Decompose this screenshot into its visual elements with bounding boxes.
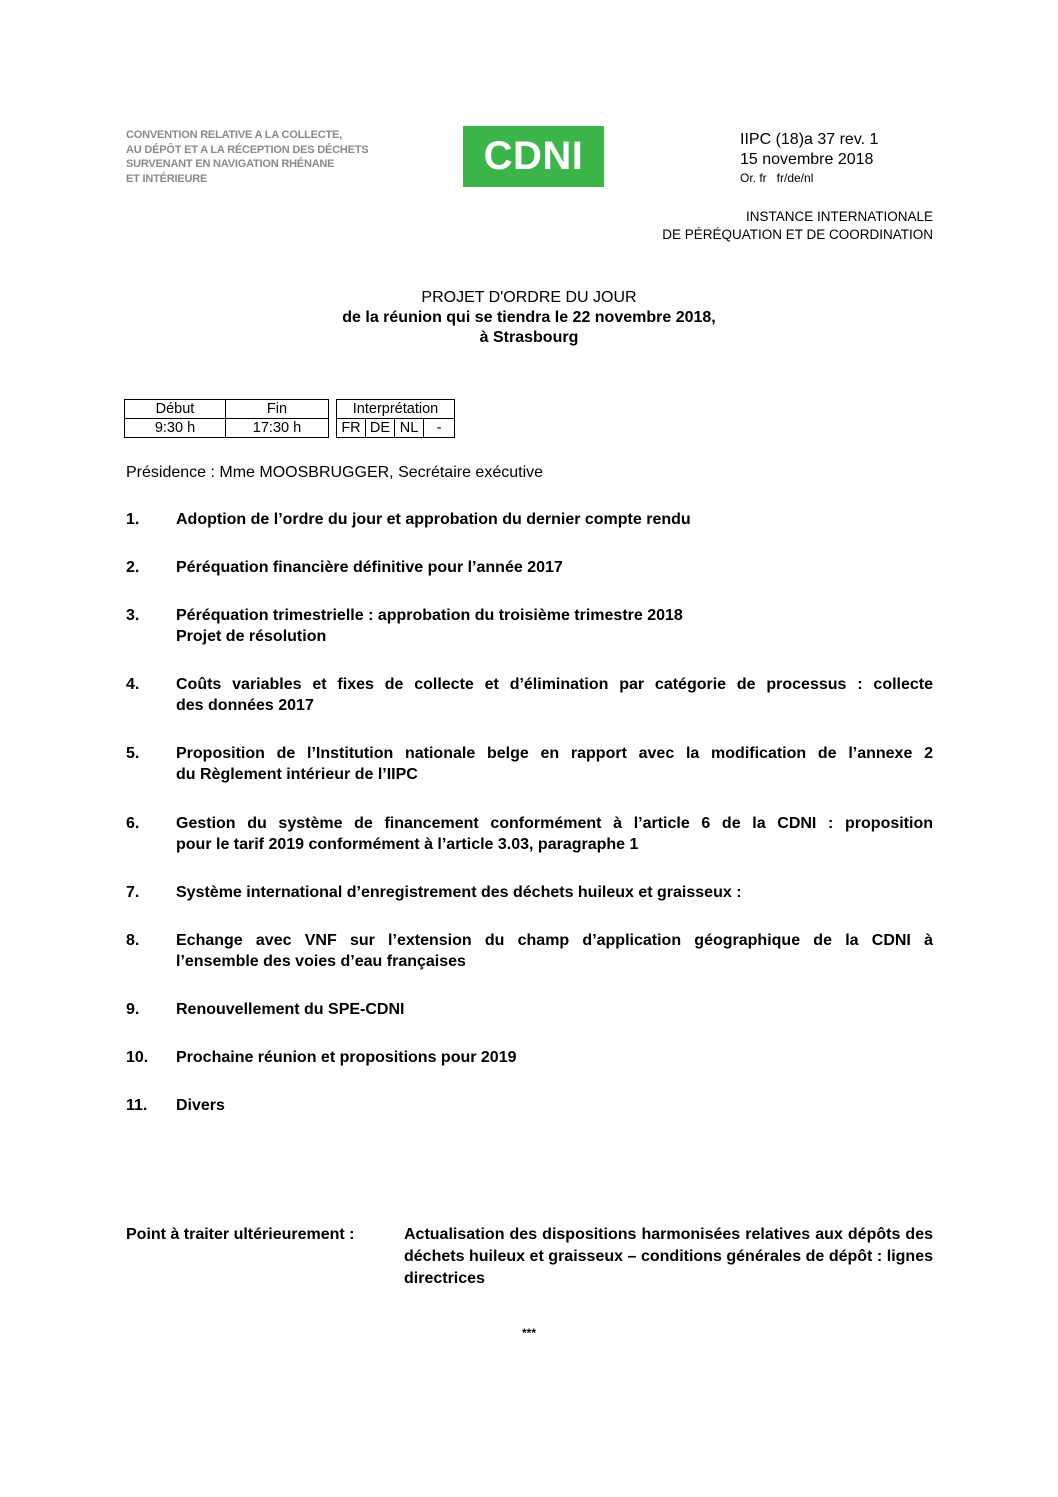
agenda-item [126,883,933,904]
interpretation-label: Interprétation [337,400,455,419]
agenda-text: Echange avec VNF sur l’extension du champ d’application géographique de la CDNI à [176,932,933,949]
agenda-text: Coûts variables et fixes de collecte et d’élimination par catégorie de processus : collecte [176,676,933,693]
agenda-item [126,1096,933,1117]
agenda-number: 7. [126,884,140,901]
end-value: 17:30 h [226,419,329,438]
agenda-text: Péréquation trimestrielle : approbation du troisième trimestre 2018 [176,607,683,624]
agenda-number: 9. [126,1001,140,1018]
end-mark: *** [521,1326,536,1340]
agenda-item [126,606,933,647]
agenda-item [126,931,933,972]
schedule-table [124,399,455,438]
document-reference [740,130,878,186]
agenda-text: Divers [176,1097,225,1114]
doc-date: 15 novembre 2018 [740,151,874,168]
doc-ref: IIPC (18)a 37 rev. 1 [740,131,879,148]
doc-language: Or. fr fr/de/nl [740,171,814,185]
agenda-text: Projet de résolution [176,627,327,645]
agenda-text: Gestion du système de financement conformément à l’article 6 de la CDNI : proposition [176,815,933,832]
agenda-text: Prochaine réunion et propositions pour 2019 [176,1049,517,1066]
agenda-item [126,744,933,785]
cdni-logo: CDNI [463,126,604,187]
convention-line: SURVENANT EN NAVIGATION RHÉNANE [126,158,335,170]
agenda-item [126,558,933,579]
title-line: PROJET D'ORDRE DU JOUR [421,289,637,306]
agenda-number: 10. [126,1049,149,1066]
instance-line: INSTANCE INTERNATIONALE [745,209,933,224]
schedule-value-row [125,419,455,438]
table-gap [329,419,337,438]
agenda-number: 11. [126,1097,148,1114]
agenda-number: 1. [126,511,140,528]
agenda-text: Renouvellement du SPE-CDNI [176,1001,405,1018]
convention-line: AU DÉPÔT ET A LA RÉCEPTION DES DÉCHETS [126,143,369,156]
agenda-number: 3. [126,607,140,624]
language-cell: NL [395,419,424,438]
later-point [126,1224,933,1290]
agenda-number: 8. [126,932,140,949]
instance-name [662,208,933,244]
agenda-text: Proposition de l’Institution nationale belge en rapport avec la modification de l’annexe 2 [176,745,933,762]
schedule-header-row [125,400,455,419]
agenda-number: 6. [126,815,140,832]
page-title [126,288,932,348]
agenda-text: Système international d’enregistrement des déchets huileux et graisseux : [176,884,742,901]
agenda-number: 5. [126,745,140,762]
agenda-item [126,1000,933,1021]
title-line: de la réunion qui se tiendra le 22 novembre 2018, [342,309,716,326]
title-line: à Strasbourg [479,329,579,346]
language-cell: - [424,419,455,438]
language-cell: FR [337,419,366,438]
convention-line: ET INTÉRIEURE [126,172,208,185]
agenda-text: du Règlement intérieur de l’IIPC [176,765,418,783]
convention-heading [126,128,426,186]
start-value: 9:30 h [125,419,226,438]
later-label: Point à traiter ultérieurement : [126,1226,355,1243]
instance-line: DE PÉRÉQUATION ET DE COORDINATION [662,227,933,242]
agenda-text: Péréquation financière définitive pour l’année 2017 [176,559,563,576]
later-text: Actualisation des dispositions harmonisées relatives aux dépôts des déchets huileux et graisseux – conditions générales de dépôt : lignes directrices [404,1226,933,1287]
agenda-item [126,814,933,855]
agenda-text: pour le tarif 2019 conformément à l’article 3.03, paragraphe 1 [176,835,639,853]
agenda-number: 4. [126,676,140,693]
presidence: Présidence : Mme MOOSBRUGGER, Secrétaire exécutive [126,464,544,481]
agenda-text: l’ensemble des voies d’eau françaises [176,952,466,970]
end-label: Fin [226,400,329,419]
table-gap [329,400,337,419]
agenda-item [126,510,933,531]
agenda-text: des données 2017 [176,696,314,714]
language-cell: DE [366,419,395,438]
convention-line: CONVENTION RELATIVE A LA COLLECTE, [126,129,343,141]
agenda-item [126,1048,933,1069]
agenda-item [126,675,933,716]
start-label: Début [125,400,226,419]
agenda-text: Adoption de l’ordre du jour et approbation du dernier compte rendu [176,511,691,528]
agenda-number: 2. [126,559,140,576]
